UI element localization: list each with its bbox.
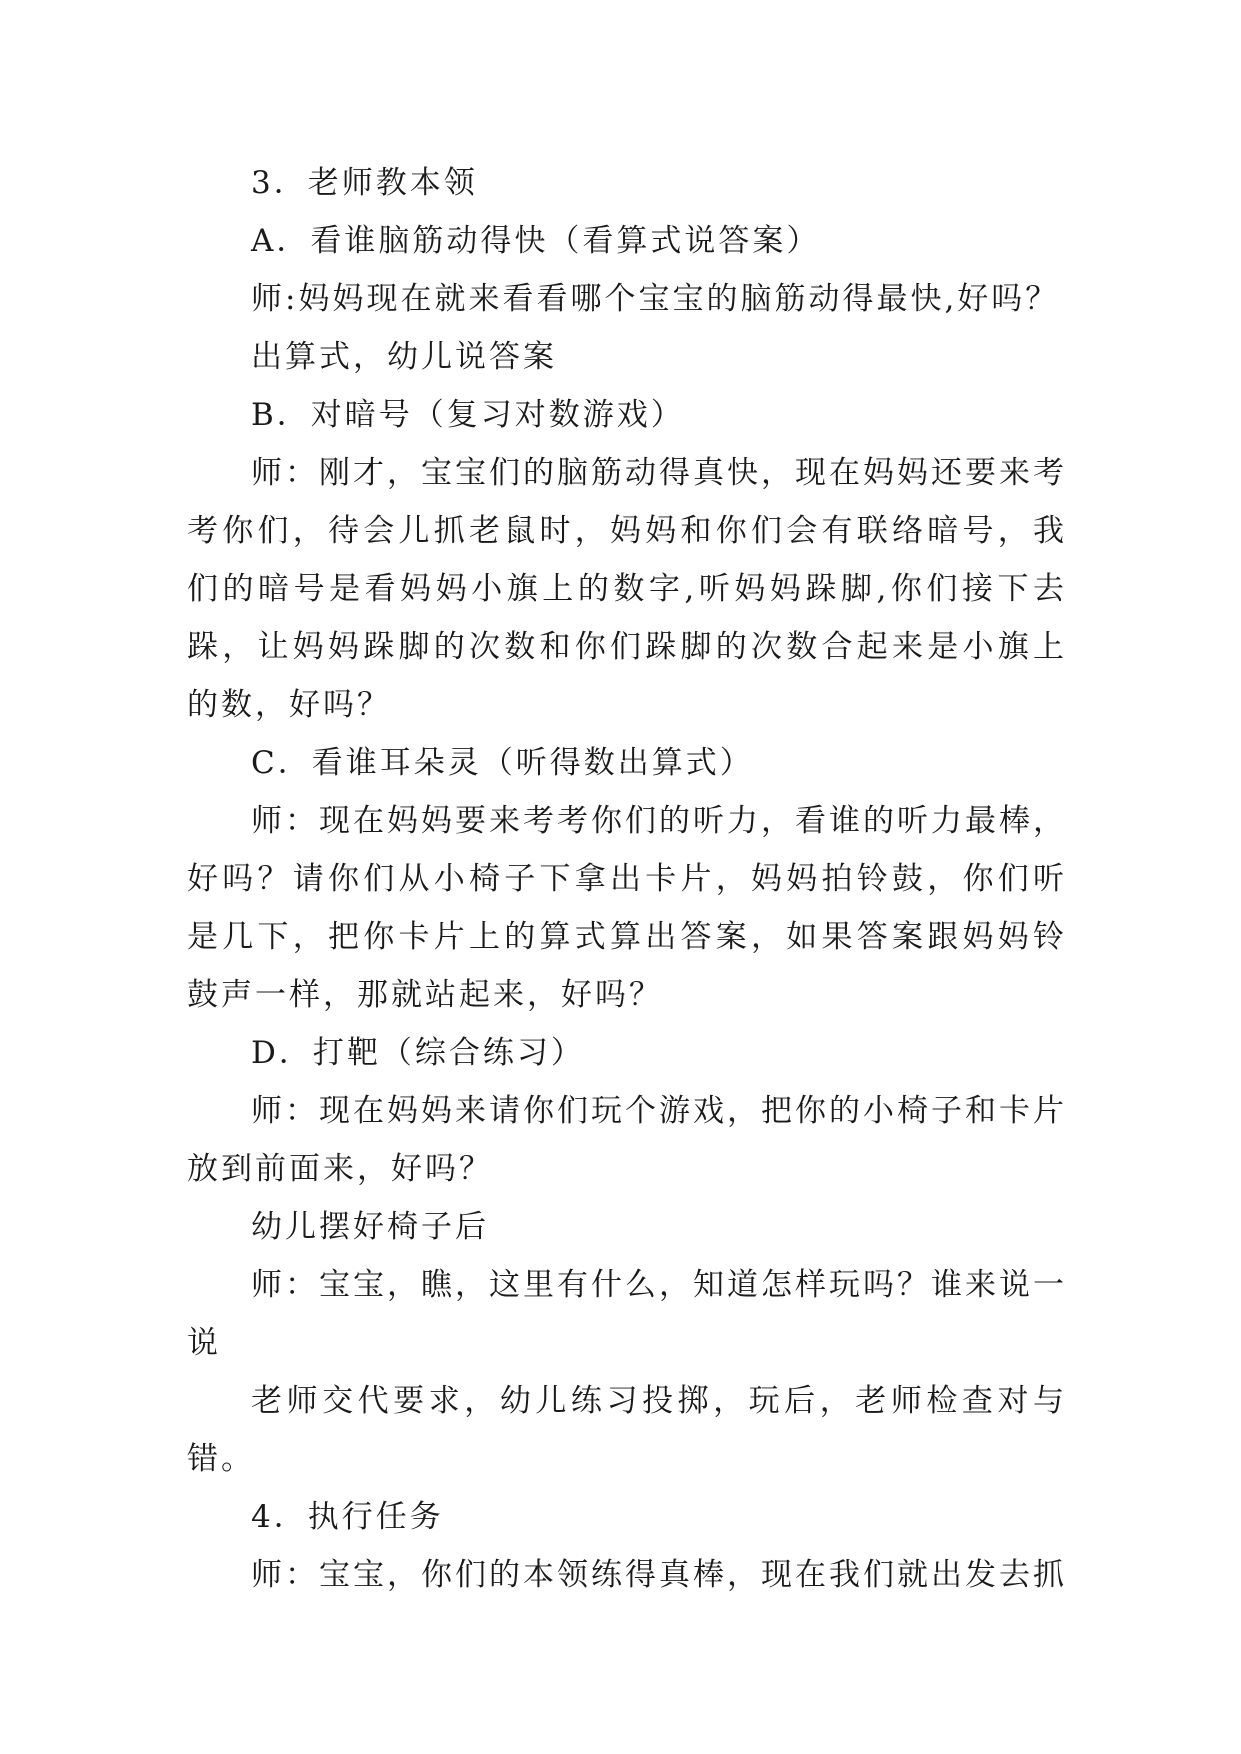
subheading-a: A．看谁脑筋动得快（看算式说答案） (251, 223, 821, 259)
subheading-d: D．打靶（综合练习） (251, 1035, 585, 1071)
paragraph: 师：宝宝，你们的本领练得真棒，现在我们就出发去抓 (251, 1557, 1067, 1593)
paragraph: 出算式，幼儿说答案 (251, 339, 557, 375)
paragraph: 幼儿摆好椅子后 (251, 1209, 489, 1245)
document-body (187, 154, 1067, 1604)
subheading-c: C．看谁耳朵灵（听得数出算式） (251, 745, 754, 781)
paragraph: 老师交代要求，幼儿练习投掷，玩后，老师检查对与错。 (187, 1383, 1067, 1477)
paragraph: 师：宝宝，瞧，这里有什么，知道怎样玩吗？谁来说一说 (187, 1267, 1067, 1361)
section-heading-3: 3．老师教本领 (251, 165, 478, 201)
paragraph: 师：现在妈妈来请你们玩个游戏，把你的小椅子和卡片放到前面来，好吗？ (187, 1093, 1067, 1187)
subheading-b: B．对暗号（复习对数游戏） (251, 397, 685, 433)
section-heading-4: 4．执行任务 (251, 1499, 444, 1535)
paragraph: 师：现在妈妈要来考考你们的听力，看谁的听力最棒，好吗？请你们从小椅子下拿出卡片，妈妈拍铃鼓，你们听是几下，把你卡片上的算式算出答案，如果答案跟妈妈铃鼓声一样，那就站起来，好吗？ (187, 803, 1067, 1013)
paragraph: 师:妈妈现在就来看看哪个宝宝的脑筋动得最快,好吗？ (251, 281, 1060, 317)
paragraph: 师：刚才，宝宝们的脑筋动得真快，现在妈妈还要来考考你们，待会儿抓老鼠时，妈妈和你们会有联络暗号，我们的暗号是看妈妈小旗上的数字,听妈妈跺脚,你们接下去跺，让妈妈跺脚的次数和你们跺脚的次数合起来是小旗上的数，好吗？ (187, 455, 1067, 723)
